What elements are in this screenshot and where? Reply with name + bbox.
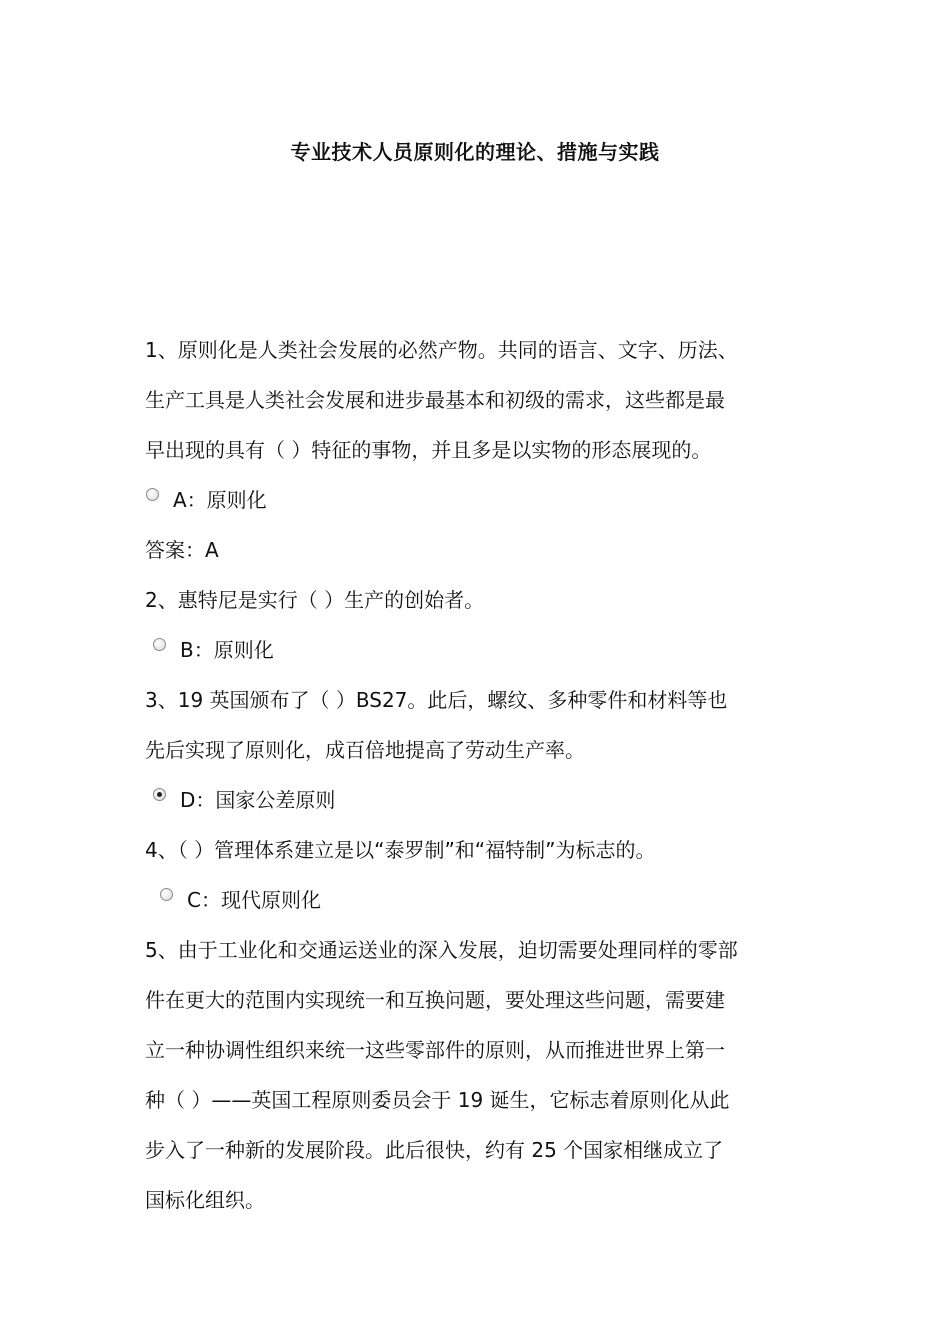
option-label: D：国家公差原则 [180, 788, 336, 812]
question-5-line: 立一种协调性组织来统一这些零部件的原则，从而推进世界上第一 [145, 1038, 725, 1062]
question-4-line: 4、（ ）管理体系建立是以“泰罗制”和“福特制”为标志的。 [145, 838, 656, 862]
question-3-line: 3、19 英国颁布了（ ）BS27。此后，螺纹、多种零件和材料等也 [145, 688, 728, 712]
question-2-line: 2、惠特尼是实行（ ）生产的创始者。 [145, 588, 485, 612]
question-1-line: 早出现的具有（ ）特征的事物，并且多是以实物的形态展现的。 [145, 438, 712, 462]
answer-text: 答案：A [145, 538, 219, 562]
question-5-line: 步入了一种新的发展阶段。此后很快，约有 25 个国家相继成立了 [145, 1138, 724, 1162]
question-1-option[interactable] [146, 486, 267, 514]
question-5-line: 国标化组织。 [145, 1188, 265, 1212]
question-4-option[interactable] [160, 886, 321, 914]
question-5-line: 件在更大的范围内实现统一和互换问题，要处理这些问题，需要建 [145, 988, 725, 1012]
option-label: C：现代原则化 [187, 888, 321, 912]
radio-unchecked-icon[interactable] [146, 488, 159, 501]
radio-unchecked-icon[interactable] [153, 638, 166, 651]
radio-unchecked-icon[interactable] [160, 888, 173, 901]
document-title: 专业技术人员原则化的理论、措施与实践 [290, 140, 660, 164]
radio-checked-icon[interactable] [153, 788, 166, 801]
question-1-line: 生产工具是人类社会发展和进步最基本和初级的需求，这些都是最 [145, 388, 725, 412]
option-label: A：原则化 [173, 488, 267, 512]
question-5-line: 种（ ）——英国工程原则委员会于 19 诞生，它标志着原则化从此 [145, 1088, 730, 1112]
question-1-line: 1、原则化是人类社会发展的必然产物。共同的语言、文字、历法、 [145, 338, 738, 362]
question-3-line: 先后实现了原则化，成百倍地提高了劳动生产率。 [145, 738, 585, 762]
question-3-option[interactable] [153, 786, 335, 814]
question-2-option[interactable] [153, 636, 274, 664]
option-label: B：原则化 [180, 638, 274, 662]
question-5-line: 5、由于工业化和交通运送业的深入发展，迫切需要处理同样的零部 [145, 938, 738, 962]
